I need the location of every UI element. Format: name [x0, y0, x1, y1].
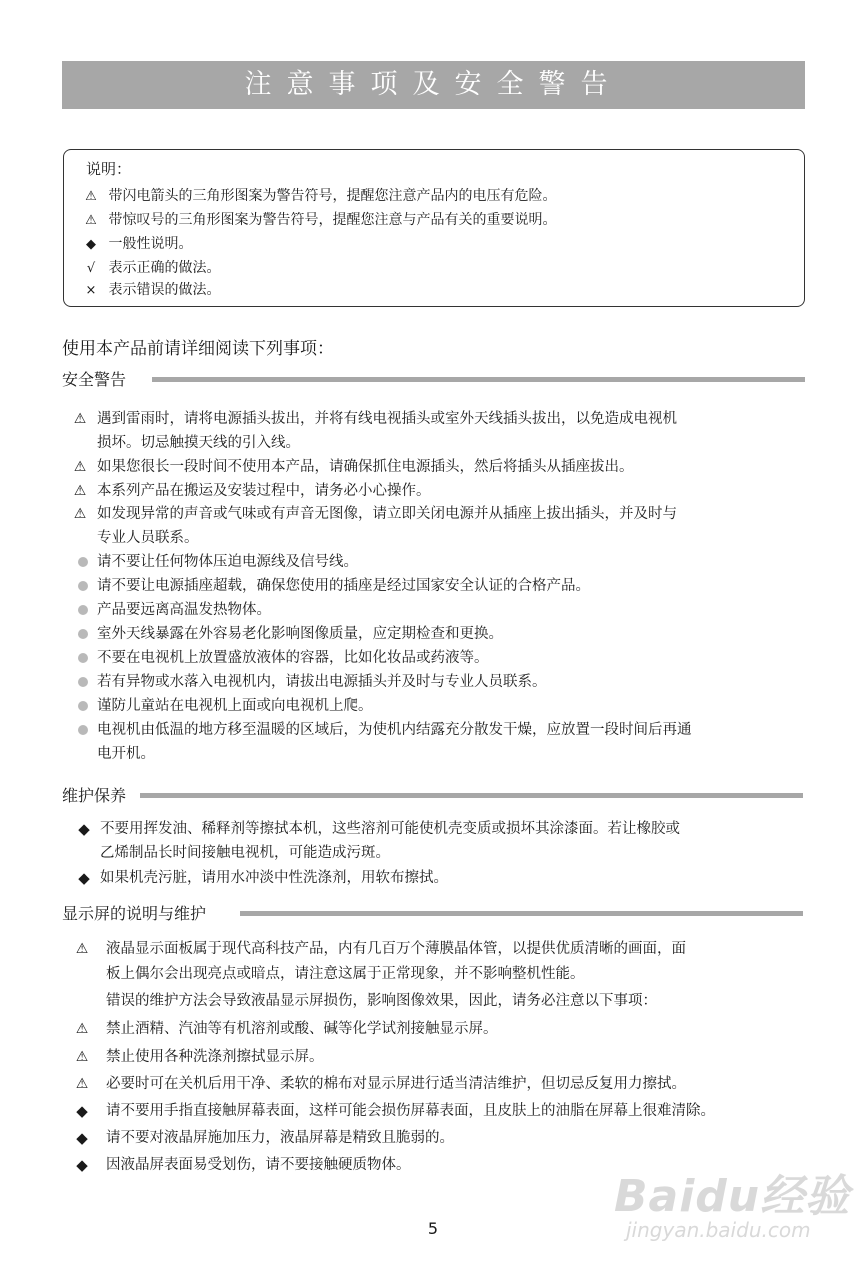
- section-rule: [152, 377, 805, 382]
- section-rule: [140, 793, 803, 798]
- legend-text: 表示错误的做法。: [108, 282, 221, 298]
- bullet-dot-icon: [73, 718, 93, 743]
- legend-row: [78, 186, 556, 206]
- legend-row: [78, 258, 220, 278]
- section-heading-safety: 安全警告: [62, 370, 127, 389]
- cross-icon: ×: [85, 283, 97, 298]
- page-title: 注意事项及安全警告: [62, 61, 805, 109]
- bullet-dot-icon: [73, 598, 93, 623]
- page-number: 5: [427, 1219, 439, 1238]
- legend-row: [78, 234, 192, 254]
- section-heading-maintenance: 维护保养: [62, 786, 127, 805]
- check-icon: √: [86, 261, 96, 276]
- bullet-dot-icon: [73, 574, 93, 599]
- baidu-logo: Baidu经验: [614, 1171, 851, 1222]
- legend-text: 带惊叹号的三角形图案为警告符号，提醒您注意与产品有关的重要说明。: [108, 212, 557, 228]
- warning-exclamation-icon: ⚠: [85, 213, 97, 228]
- legend-text: 带闪电箭头的三角形图案为警告符号，提醒您注意产品内的电压有危险。: [108, 188, 557, 204]
- bullet-dot-icon: [73, 694, 93, 719]
- diamond-icon: ◆: [76, 1156, 88, 1174]
- bullet-dot-icon: [73, 622, 93, 647]
- warning-icon: ⚠: [73, 506, 87, 522]
- legend-row: [78, 210, 556, 230]
- diamond-icon: ◆: [86, 237, 96, 252]
- warning-icon: ⚠: [75, 1021, 89, 1037]
- diamond-icon: ◆: [78, 820, 90, 838]
- warning-icon: ⚠: [73, 459, 87, 475]
- diamond-icon: ◆: [76, 1102, 88, 1120]
- watermark-url: jingyan.baidu.com: [626, 1218, 811, 1242]
- watermark: [614, 1150, 854, 1260]
- section-heading-display: 显示屏的说明与维护: [62, 904, 207, 923]
- warning-icon: ⚠: [73, 411, 87, 427]
- legend-text: 表示正确的做法。: [108, 260, 221, 276]
- bullet-dot-icon: [73, 670, 93, 695]
- bullet-dot-icon: [73, 646, 93, 671]
- warning-icon: ⚠: [75, 941, 89, 957]
- diamond-icon: ◆: [78, 869, 90, 887]
- legend-row: [78, 280, 220, 300]
- warning-lightning-icon: ⚠: [85, 189, 97, 204]
- warning-icon: ⚠: [73, 483, 87, 499]
- legend-text: 一般性说明。: [108, 236, 193, 252]
- legend-title: 说明：: [86, 160, 132, 178]
- warning-icon: ⚠: [75, 1076, 89, 1092]
- section-rule: [240, 911, 803, 916]
- intro-text: 使用本产品前请详细阅读下列事项：: [62, 339, 334, 359]
- legend-box: [63, 149, 805, 307]
- diamond-icon: ◆: [76, 1129, 88, 1147]
- bullet-dot-icon: [73, 550, 93, 575]
- warning-icon: ⚠: [75, 1049, 89, 1065]
